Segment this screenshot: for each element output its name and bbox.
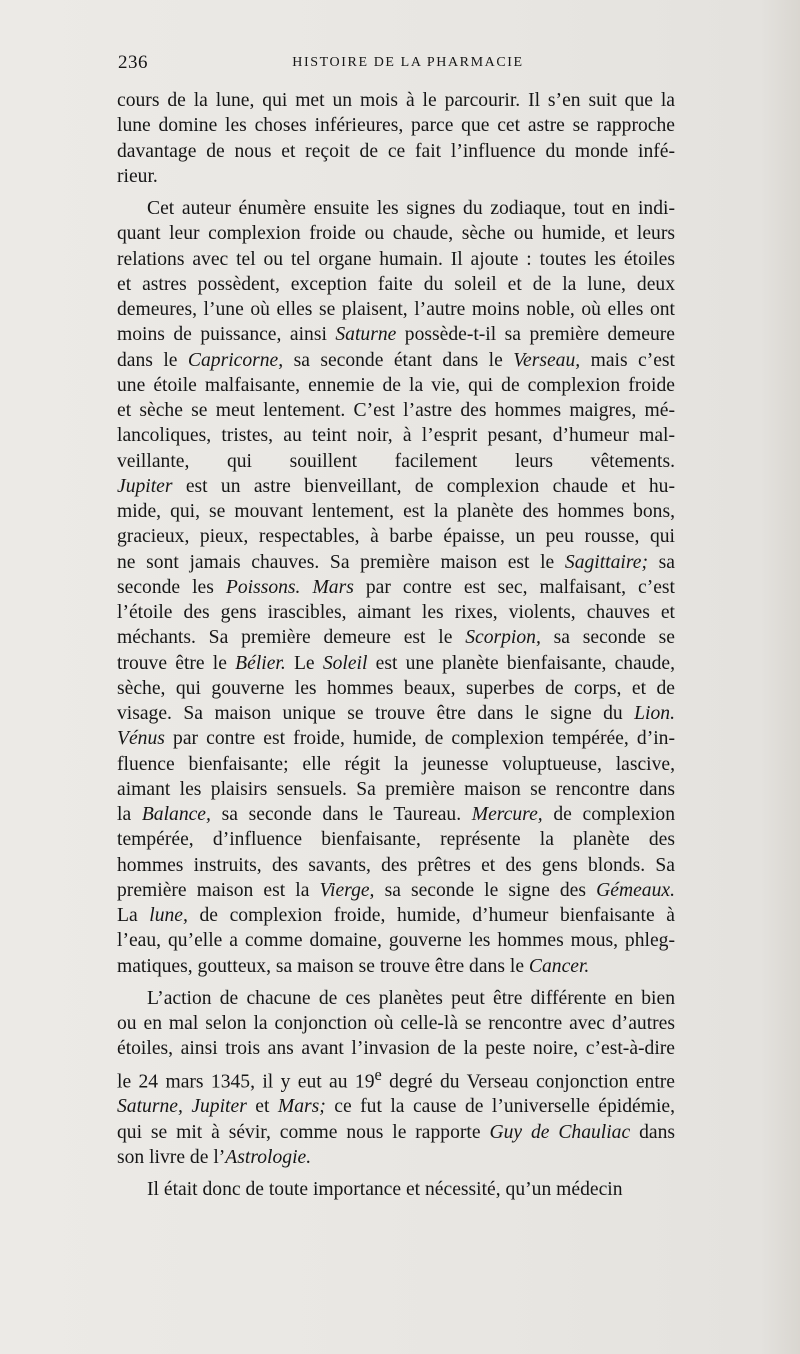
text-line: Cet auteur énumère ensuite les signes du zodiaque, tout en indi-: [147, 198, 675, 219]
text-line: rieur.: [117, 165, 158, 187]
text-line: L’action de chacune de ces planètes peut être différente en bien: [147, 987, 675, 1009]
text-line: relations avec tel ou tel organe humain. Il ajoute : toutes les étoiles: [117, 248, 675, 270]
text-line: cours de la lune, qui met un mois à le parcourir. Il s’en suit que la: [117, 90, 675, 111]
text-line: Vénus par contre est froide, humide, de complexion tempérée, d’in-: [117, 728, 675, 750]
text-line: la Balance, sa seconde dans le Taureau. Mercure, de complexion: [117, 804, 676, 825]
text-line: son livre de l’Astrologie.: [117, 1146, 312, 1168]
text-line: seconde les Poissons. Mars par contre est sec, malfaisant, c’est: [117, 576, 675, 598]
text-line: dans le Capricorne, sa seconde étant dans le Verseau, mais c’est: [117, 349, 676, 371]
running-head: HISTOIRE DE LA PHARMACIE: [292, 55, 524, 70]
body-text: [117, 88, 675, 1202]
page-number: 236: [118, 52, 148, 73]
text-line: première maison est la Vierge, sa seconde le signe des Gémeaux.: [117, 879, 675, 901]
text-line: méchants. Sa première demeure est le Scorpion, sa seconde se: [117, 627, 675, 649]
text-line: quant leur complexion froide ou chaude, sèche ou humide, et leurs: [117, 223, 675, 245]
text-line: sèche, qui gouverne les hommes beaux, superbes de corps, et de: [117, 677, 675, 699]
text-line: visage. Sa maison unique se trouve être dans le signe du Lion.: [117, 703, 675, 724]
text-line: le 24 mars 1345, il y eut au 19e degré du Verseau conjonction entre: [117, 1064, 675, 1093]
text-line: aimant les plaisirs sensuels. Sa première maison se rencontre dans: [117, 778, 675, 800]
text-line: lancoliques, tristes, au teint noir, à l’esprit pesant, d’humeur mal-: [117, 425, 675, 447]
text-line: qui se mit à sévir, comme nous le rapporte Guy de Chauliac dans: [117, 1121, 675, 1143]
text-line: matiques, goutteux, sa maison se trouve être dans le Cancer.: [117, 955, 590, 977]
text-line: Saturne, Jupiter et Mars; ce fut la cause de l’universelle épidémie,: [117, 1096, 676, 1118]
text-line: lune domine les choses inférieures, parce que cet astre se rapproche: [117, 115, 675, 137]
text-line: et astres possèdent, exception faite du soleil et de la lune, deux: [117, 273, 675, 295]
text-line: ne sont jamais chauves. Sa première maison est le Sagittaire; sa: [117, 551, 675, 573]
text-line: tempérée, d’influence bienfaisante, représente la planète des: [117, 829, 675, 851]
text-line: Il était donc de toute importance et nécessité, qu’un médecin: [147, 1179, 623, 1201]
text-line: gracieux, pieux, respectables, à barbe épaisse, un peu rousse, qui: [117, 526, 675, 548]
text-line: hommes instruits, des savants, des prêtres et des gens blonds. Sa: [117, 854, 675, 876]
text-line: l’eau, qu’elle a comme domaine, gouverne les hommes mous, phleg-: [117, 930, 675, 952]
text-line: La lune, de complexion froide, humide, d’humeur bienfaisante à: [117, 905, 675, 926]
text-line: moins de puissance, ainsi Saturne possède-t-il sa première demeure: [117, 324, 675, 346]
text-line: et sèche se meut lentement. C’est l’astre des hommes maigres, mé-: [117, 400, 675, 421]
text-line: demeures, l’une où elles se plaisent, l’autre moins noble, où elles ont: [117, 299, 675, 320]
text-line: fluence bienfaisante; elle régit la jeunesse voluptueuse, lascive,: [117, 753, 675, 775]
text-line: étoiles, ainsi trois ans avant l’invasion de la peste noire, c’est-à-dire: [117, 1038, 675, 1060]
text-line: ou en mal selon la conjonction où celle-là se rencontre avec d’autres: [117, 1013, 675, 1034]
text-line: veillante, qui souillent facilement leurs vêtements.: [117, 450, 675, 472]
text-line: une étoile malfaisante, ennemie de la vie, qui de complexion froide: [117, 374, 675, 396]
text-line: mide, qui, se mouvant lentement, est la planète des hommes bons,: [117, 501, 675, 522]
text-line: davantage de nous et reçoit de ce fait l’influence du monde infé-: [117, 140, 675, 162]
text-line: Jupiter est un astre bienveillant, de complexion chaude et hu-: [117, 475, 675, 497]
text-line: l’étoile des gens irascibles, aimant les rixes, violents, chauves et: [117, 602, 675, 623]
text-line: trouve être le Bélier. Le Soleil est une planète bienfaisante, chaude,: [117, 652, 675, 674]
page-header: [118, 52, 674, 76]
